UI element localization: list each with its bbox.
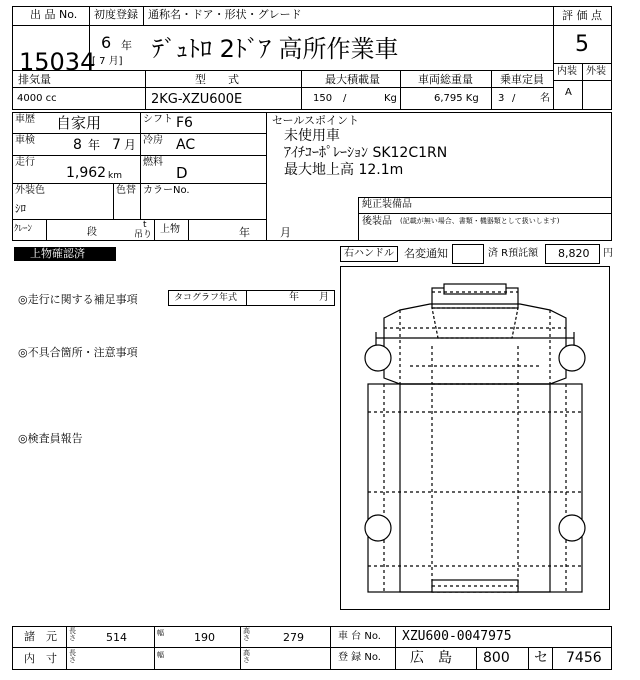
dimensions-label: 諸 元 (24, 630, 57, 643)
history-label: 車歴 (15, 114, 35, 125)
max-load-separator: / (343, 93, 347, 104)
inspection-label: 車検 (15, 135, 35, 146)
genuine-equipment-label: 純正装備品 (362, 199, 412, 210)
tachograph-year: 年 (289, 292, 299, 303)
crane-ton: t (143, 220, 147, 230)
width-label: 幅 (157, 629, 164, 637)
inner-length-label: 長さ (69, 649, 76, 665)
plate-number: 7456 (566, 650, 602, 666)
model-code-label: 型 式 (195, 73, 239, 86)
height-label: 高さ (243, 627, 250, 643)
crane-stage: 段 (87, 227, 97, 238)
gross-weight-label: 車両総重量 (418, 73, 473, 86)
registration-month: [ 7 月] (92, 56, 123, 67)
plate-class: 800 (483, 650, 510, 666)
displacement-label: 排気量 (18, 73, 51, 86)
exterior-label: 外装 (586, 66, 606, 77)
upper-body-year: 年 (239, 226, 250, 239)
capacity-unit: 名 (540, 93, 550, 104)
length-label: 長さ (69, 627, 76, 643)
gross-weight-value: 6,795 Kg (434, 93, 479, 104)
inspection-year-unit: 年 (88, 138, 101, 152)
model-name: ﾃﾞｭﾄﾛ 2ﾄﾞｱ 高所作業車 (152, 35, 399, 63)
model-label: 通称名・ドア・形状・グレード (148, 8, 302, 21)
plate-region: 広 島 (410, 650, 452, 666)
shift-label: シフト (143, 114, 173, 125)
exterior-color-label: 外装色 (15, 185, 45, 196)
aftermarket-note: (記載が無い場合、書類・機器類として扱いします) (400, 217, 560, 225)
score-label: 評 価 点 (562, 9, 602, 22)
recycle-label: 済 R預託額 (488, 248, 539, 259)
max-load-unit: Kg (384, 93, 397, 104)
inspection-year: 8 (73, 137, 82, 153)
inspector-report-label: ◎検査員報告 (18, 432, 83, 445)
sales-points-label: セールスポイント (272, 114, 360, 127)
shift-value: F6 (176, 115, 193, 131)
max-load-label: 最大積載量 (325, 73, 380, 86)
ac-value: AC (176, 137, 196, 153)
mileage-unit: km (108, 171, 122, 181)
mileage-label: 走行 (15, 157, 35, 168)
fuel-label: 燃料 (143, 157, 163, 168)
capacity-label: 乗車定員 (500, 73, 544, 86)
yen-label: 円 (603, 248, 613, 259)
fuel-value: D (176, 164, 188, 182)
length-value: 514 (106, 631, 127, 644)
truck-diagram (340, 266, 610, 610)
driving-notes-label: ◎走行に関する補足事項 (18, 293, 138, 306)
chassis-label: 車 台 No. (338, 631, 381, 642)
chassis-number: XZU600-0047975 (402, 629, 512, 644)
recycle-amount: 8,820 (558, 247, 590, 260)
lot-label: 出 品 No. (30, 8, 78, 21)
width-value: 190 (194, 631, 215, 644)
registration-year-unit: 年 (121, 39, 132, 52)
color-number-label: カラーNo. (143, 185, 190, 196)
registration-plate-label: 登 録 No. (338, 652, 381, 663)
inner-width-label: 幅 (157, 651, 164, 659)
tachograph-month: 月 (319, 292, 329, 303)
interior-label: 内装 (557, 66, 577, 77)
sales-point-line-1: 未使用車 (284, 128, 340, 144)
tachograph-label: タコグラフ年式 (174, 293, 238, 303)
aftermarket-label: 後装品 (362, 216, 392, 227)
name-change-box (452, 244, 484, 264)
model-code-value: 2KG-XZU600E (151, 92, 243, 107)
max-load-value: 150 (313, 93, 333, 104)
name-change-label: 名変通知 (404, 247, 448, 260)
upper-check-label: 上物確認済 (30, 247, 85, 260)
rhd-label: 右ハンドル (344, 248, 394, 259)
plate-kana: セ (534, 650, 548, 666)
color-change-label: 色替 (116, 185, 136, 196)
ac-label: 冷房 (143, 135, 163, 146)
footer-table (12, 626, 612, 670)
displacement-value: 4000 cc (17, 93, 57, 104)
mileage-value: 1,962 (66, 165, 107, 181)
exterior-color-value: ｼﾛ (15, 202, 26, 215)
sales-point-line-2: ｱｲﾁｺｰﾎﾟﾚｰｼｮﾝ SK12C1RN (284, 145, 448, 161)
capacity-value: 3 (498, 93, 505, 104)
height-value: 279 (283, 631, 304, 644)
first-registration-label: 初度登録 (94, 8, 138, 21)
upper-body-month: 月 (280, 226, 291, 239)
inspection-month-unit: 月 (124, 138, 137, 152)
lot-number: 15034 (19, 48, 96, 76)
inspection-month: 7 (112, 137, 121, 153)
upper-body-label: 上物 (160, 224, 180, 235)
crane-lift: 吊り (134, 230, 153, 240)
history-value: 自家用 (56, 114, 102, 132)
score-value: 5 (575, 32, 589, 57)
interior-grade: A (565, 87, 572, 98)
crane-label: ｸﾚｰﾝ (14, 224, 33, 234)
sales-point-line-3: 最大地上高 12.1m (284, 162, 404, 178)
inner-height-label: 高さ (243, 649, 250, 665)
capacity-separator: / (512, 93, 516, 104)
defects-label: ◎不具合箇所・注意事項 (18, 346, 138, 359)
registration-year: 6 (101, 33, 112, 52)
inner-dimensions-label: 内 寸 (24, 652, 57, 665)
